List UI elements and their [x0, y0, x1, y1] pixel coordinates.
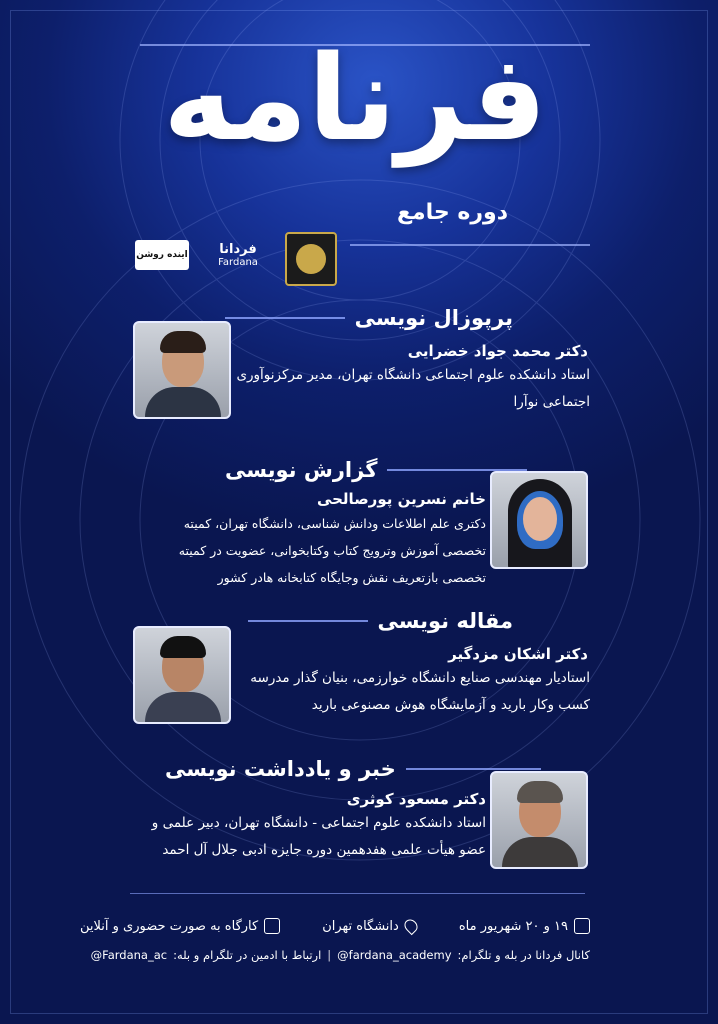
event-location: دانشگاه تهران [322, 918, 399, 934]
fardana-logo-en: Fardana [218, 257, 258, 268]
page-subtitle: دوره جامع [396, 200, 508, 225]
heading-line [248, 620, 368, 622]
section-heading-text: خبر و یادداشت نویسی [165, 757, 396, 781]
video-icon [264, 918, 280, 934]
instructor-photo-mazdgir [133, 626, 231, 724]
instructor-name: خانم نسرین پورصالحی [316, 490, 486, 508]
header-bottom-line [350, 244, 590, 246]
partner-logos [135, 232, 335, 287]
footer-divider [130, 893, 585, 894]
event-date: ۱۹ و ۲۰ شهریور ماه [458, 918, 568, 934]
section-heading-text: مقاله نویسی [377, 609, 513, 633]
event-mode: کارگاه به صورت حضوری و آنلاین [80, 918, 259, 934]
instructor-description: دکتری علم اطلاعات ودانش شناسی، دانشگاه تهران، کمیته تخصصی آموزش وترویج کتاب وکتابخوانی، عضویت در کمیته تخصصی بازتعریف نقش وجایگاه کتابخانه هادر کشور [178, 516, 486, 585]
calendar-icon [574, 918, 590, 934]
section-heading-article [248, 609, 514, 633]
instructor-description: استادیار مهندسی صنایع دانشگاه خوارزمی، بنیان گذار مدرسه کسب وکار بارید و آزمایشگاه هوش مصنوعی بارید [250, 670, 590, 713]
heading-line [406, 768, 541, 770]
fardana-logo-fa: فردانا [219, 242, 257, 257]
channel-label: کانال فردانا در بله و تلگرام: [457, 948, 590, 962]
admin-handle[interactable]: @Fardana_ac [90, 948, 168, 962]
instructor-description: استاد دانشکده علوم اجتماعی - دانشگاه تهران، دبیر علمی و عضو هیأت علمی هفدهمین دوره جایزه ادبی جلال آل احمد [151, 815, 486, 858]
instructor-name: دکتر اشکان مزدگیر [448, 645, 588, 663]
event-info-row [80, 918, 590, 934]
instructor-photo-kowsari [490, 771, 588, 869]
ayandeh-roshan-logo: اینده روشن [135, 240, 189, 270]
page-title: فرنامه [163, 29, 547, 167]
section-heading-report [225, 458, 527, 482]
section-heading-text: پرپوزال نویسی [354, 306, 513, 330]
section-heading-proposal [225, 306, 513, 330]
channel-handle[interactable]: @fardana_academy [337, 948, 452, 962]
location-pin-icon [402, 917, 420, 935]
contact-info-row [91, 948, 590, 962]
instructor-photo-poursalehi [490, 471, 588, 569]
heading-line [225, 317, 345, 319]
section-heading-news [165, 757, 541, 781]
instructor-name: دکتر محمد جواد خضرایی [407, 342, 588, 360]
instructor-name: دکتر مسعود کوثری [346, 790, 486, 808]
admin-label: ارتباط با ادمین در تلگرام و بله: [173, 948, 322, 962]
section-heading-text: گزارش نویسی [225, 458, 378, 482]
instructor-description: استاد دانشکده علوم اجتماعی دانشگاه تهران، مدیر مرکزنوآوری اجتماعی نوآرا [236, 367, 590, 410]
scientific-society-emblem-icon [285, 232, 337, 286]
instructor-photo-khazraei [133, 321, 231, 419]
fardana-logo [207, 238, 269, 272]
separator: | [327, 948, 332, 962]
